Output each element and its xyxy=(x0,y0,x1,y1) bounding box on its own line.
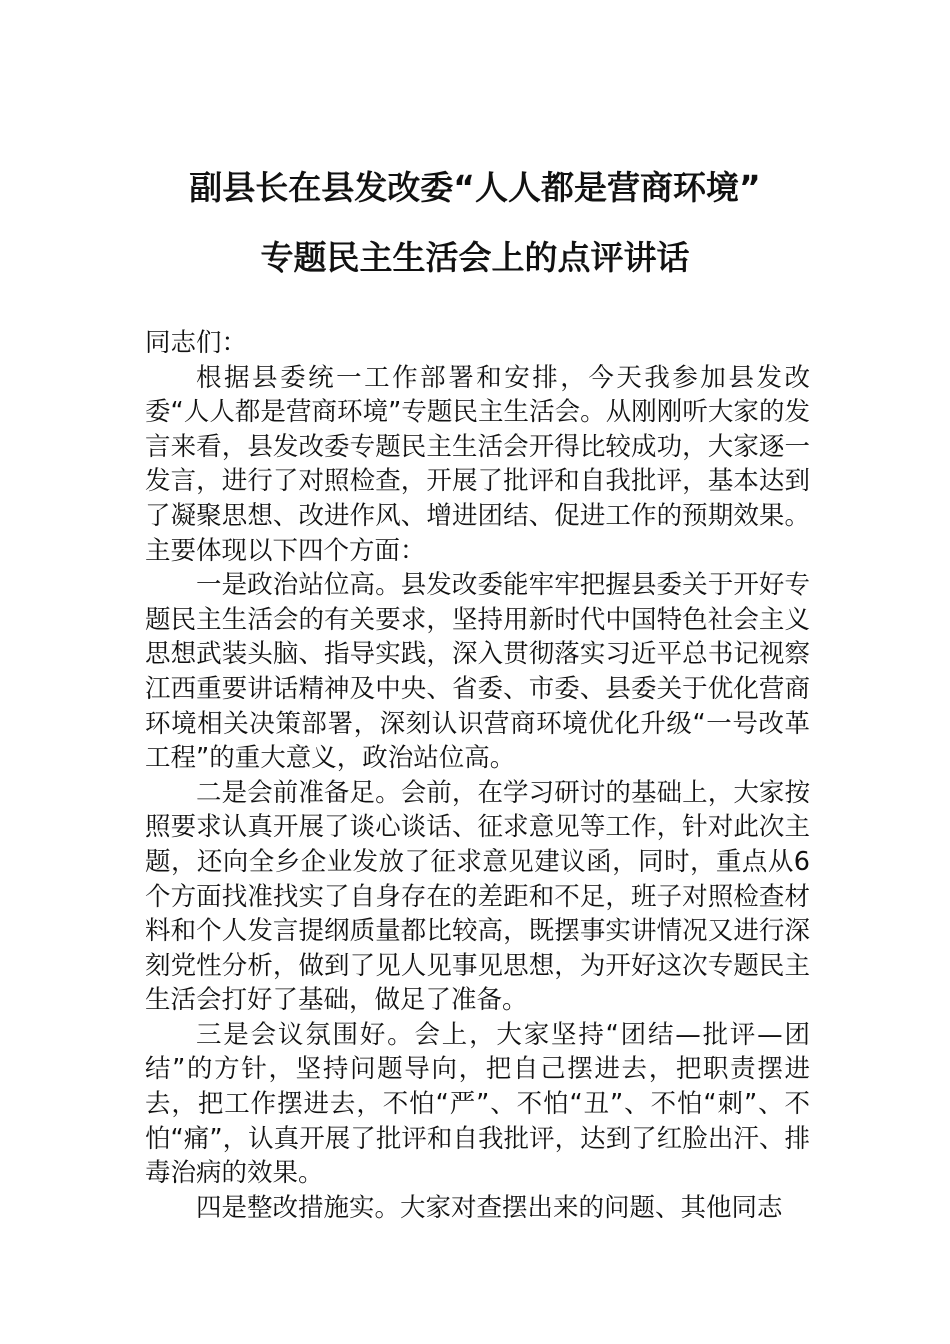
document-body xyxy=(145,326,810,1225)
document-title-line-1: 副县长在县发改委“人人都是营商环境” xyxy=(189,168,761,207)
paragraph-point-4: 四是整改措施实。大家对查摆出来的问题、其他同志 xyxy=(196,1192,783,1223)
document-title-line-2: 专题民主生活会上的点评讲话 xyxy=(260,238,690,277)
paragraph-intro: 根据县委统一工作部署和安排，今天我参加县发改委“人人都是营商环境”专题民主生活会。从刚刚听大家的发言来看，县发改委专题民主生活会开得比较成功，大家逐一发言，进行了对照检查，开展了批评和自我批评，基本达到了凝聚思想、改进作风、增进团结、促进工作的预期效果。主要体现以下四个方面： xyxy=(145,362,810,566)
paragraph-point-2: 二是会前准备足。会前，在学习研讨的基础上，大家按照要求认真开展了谈心谈话、征求意见等工作，针对此次主题，还向全乡企业发放了征求意见建议函，同时，重点从6个方面找准找实了自身存在的差距和不足，班子对照检查材料和个人发言提纲质量都比较高，既摆事实讲情况又进行深刻党性分析，做到了见人见事见思想，为开好这次专题民主生活会打好了基础，做足了准备。 xyxy=(145,777,810,1016)
paragraph-point-3: 三是会议氛围好。会上，大家坚持“团结—批评—团结”的方针，坚持问题导向，把自己摆进去，把职责摆进去，把工作摆进去，不怕“严”、不怕“丑”、不怕“刺”、不怕“痛”，认真开展了批评和自我批评，达到了红脸出汗、排毒治病的效果。 xyxy=(145,1019,810,1189)
salutation: 同志们： xyxy=(145,328,248,358)
paragraph-point-1: 一是政治站位高。县发改委能牢牢把握县委关于开好专题民主生活会的有关要求，坚持用新时代中国特色社会主义思想武装头脑、指导实践，深入贯彻落实习近平总书记视察江西重要讲话精神及中央、省委、市委、县委关于优化营商环境相关决策部署，深刻认识营商环境优化升级“一号改革工程”的重大意义，政治站位高。 xyxy=(145,570,810,774)
